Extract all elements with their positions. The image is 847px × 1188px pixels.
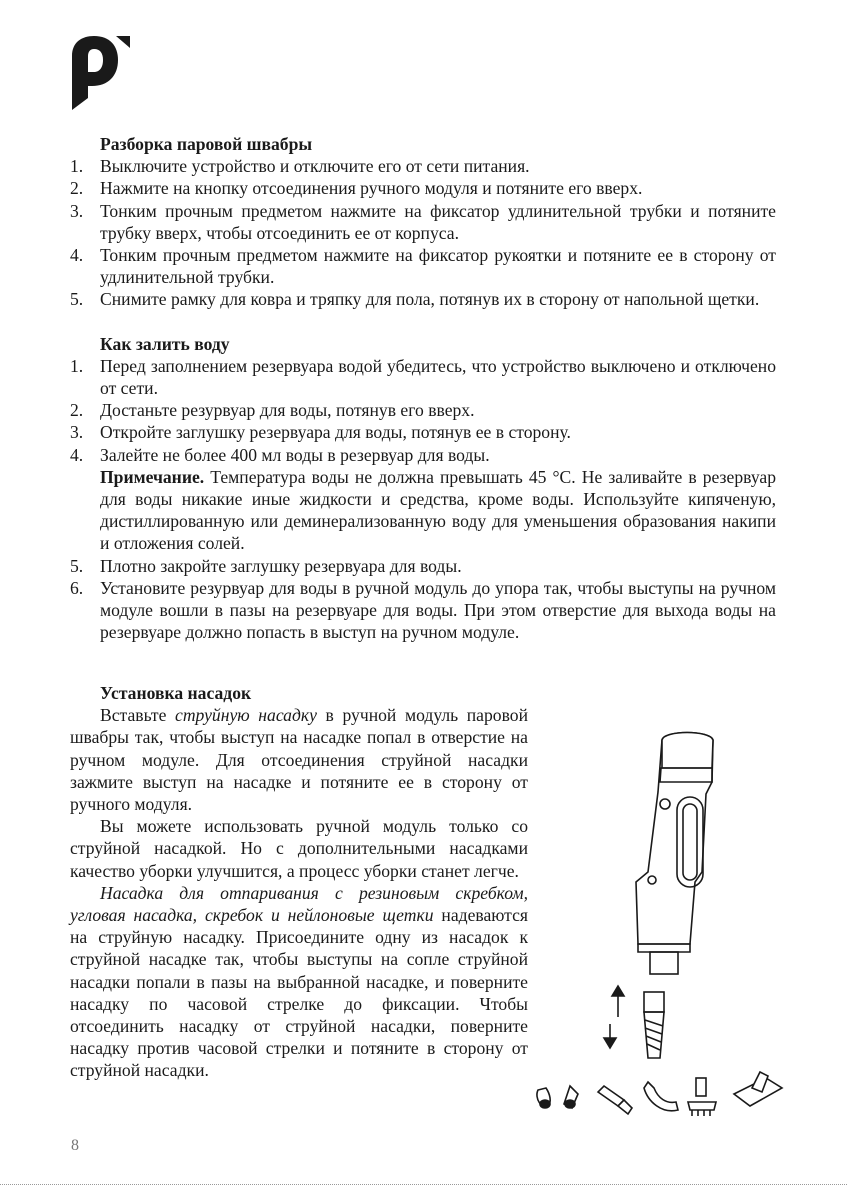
arrow-up-icon [612,986,624,1017]
list-item: 4. Залейте не более 400 мл воды в резервуар для воды. [70,444,490,465]
list-item: 2. Нажмите на кнопку отсоединения ручного модуля и потяните его вверх. [70,178,643,199]
list-item: 3. Откройте заглушку резервуара для воды, потянув ее в сторону. [70,422,571,443]
round-brush-icon [537,1088,550,1108]
nozzles-paragraph-3: Насадка для отпаривания с резиновым скребком, угловая насадка, скребок и нейлоновые щетки надеваются на струйную насадку. Присоедините одну из насадок к струйной насадке так, чтобы выступы на сопле струйной насадки попали в пазы на выбранной насадке, и поверните насадку по часовой стрелке до фиксации. Чтобы отсоединить насадку от струйной насадки, поверните насадку против часовой стрелки и потяните в сторону от струйной насадки. [70,882,528,1081]
water-note [70,466,776,555]
disassembly-steps [70,155,776,310]
handheld-module-icon [636,733,713,975]
footer-divider [0,1184,847,1185]
section-title-water: Как залить воду [100,333,230,354]
jet-nozzle-icon [644,992,664,1058]
water-steps-continued [70,555,776,644]
section-title-nozzles: Установка насадок [100,683,252,703]
brand-p-logo-icon [70,34,132,110]
list-item: 5. Плотно закройте заглушку резервуара для воды. [70,555,462,576]
list-item: 1. Выключите устройство и отключите его от сети питания. [70,156,530,177]
water-steps [70,355,776,466]
nozzle-illustration [530,722,790,1122]
arrow-down-icon [604,1024,616,1048]
section-water [70,333,776,644]
list-item: 2. Достаньте резурвуар для воды, потянув его вверх. [70,400,475,421]
list-item: 5. Снимите рамку для ковра и тряпку для пола, потянув их в сторону от напольной щетки. [70,289,760,310]
note-text: Температура воды не должна превышать 45 °C. Не заливайте в резервуар для воды никакие иные жидкости и средства, кроме воды. Используйте кипяченую, дистиллированную или деминерализованную воду для уменьшения образования накипи и отложения солей. [100,466,776,554]
list-item: 6. Установите резурвуар для воды в ручной модуль до упора так, чтобы выступы на ручном модуле вошли в пазы на резервуаре для воды. При этом отверстие для выхода воды на резервуаре должно попасть в выступ на ручном модуле. [70,577,776,643]
angle-nozzle-icon [644,1082,678,1111]
page-number: 8 [71,1137,79,1154]
section-disassembly [70,133,776,311]
nylon-brush-icon [688,1078,716,1116]
list-item: 3. Тонким прочным предметом нажмите на фиксатор удлинительной трубки и потяните трубку вверх, чтобы отсоединить ее от корпуса. [70,200,776,243]
list-item: 4. Тонким прочным предметом нажмите на фиксатор рукоятки и потяните ее в сторону от удлинительной трубки. [70,245,776,288]
note-label: Примечание. [100,466,205,487]
main-content [70,133,776,665]
nozzles-paragraph-1: Вставьте струйную насадку в ручной модуль паровой швабры так, чтобы выступ на насадке попал в отверстие на ручном модуле. Для отсоединения струйной насадки зажмите выступ на насадке и потяните ее в сторону от ручного модуля. [70,705,528,815]
list-item: 1. Перед заполнением резервуара водой убедитесь, что устройство выключено и отключено от сети. [70,355,776,399]
nozzles-paragraph-2: Вы можете использовать ручной модуль только со струйной насадкой. Но с дополнительными насадками качество уборки улучшится, а процесс уборки станет легче. [70,816,528,881]
steam-pad-icon [734,1072,782,1106]
section-nozzles [70,682,528,1082]
scraper-icon [598,1086,632,1114]
section-title-disassembly: Разборка паровой швабры [100,134,313,154]
angled-brush-icon [564,1086,578,1108]
